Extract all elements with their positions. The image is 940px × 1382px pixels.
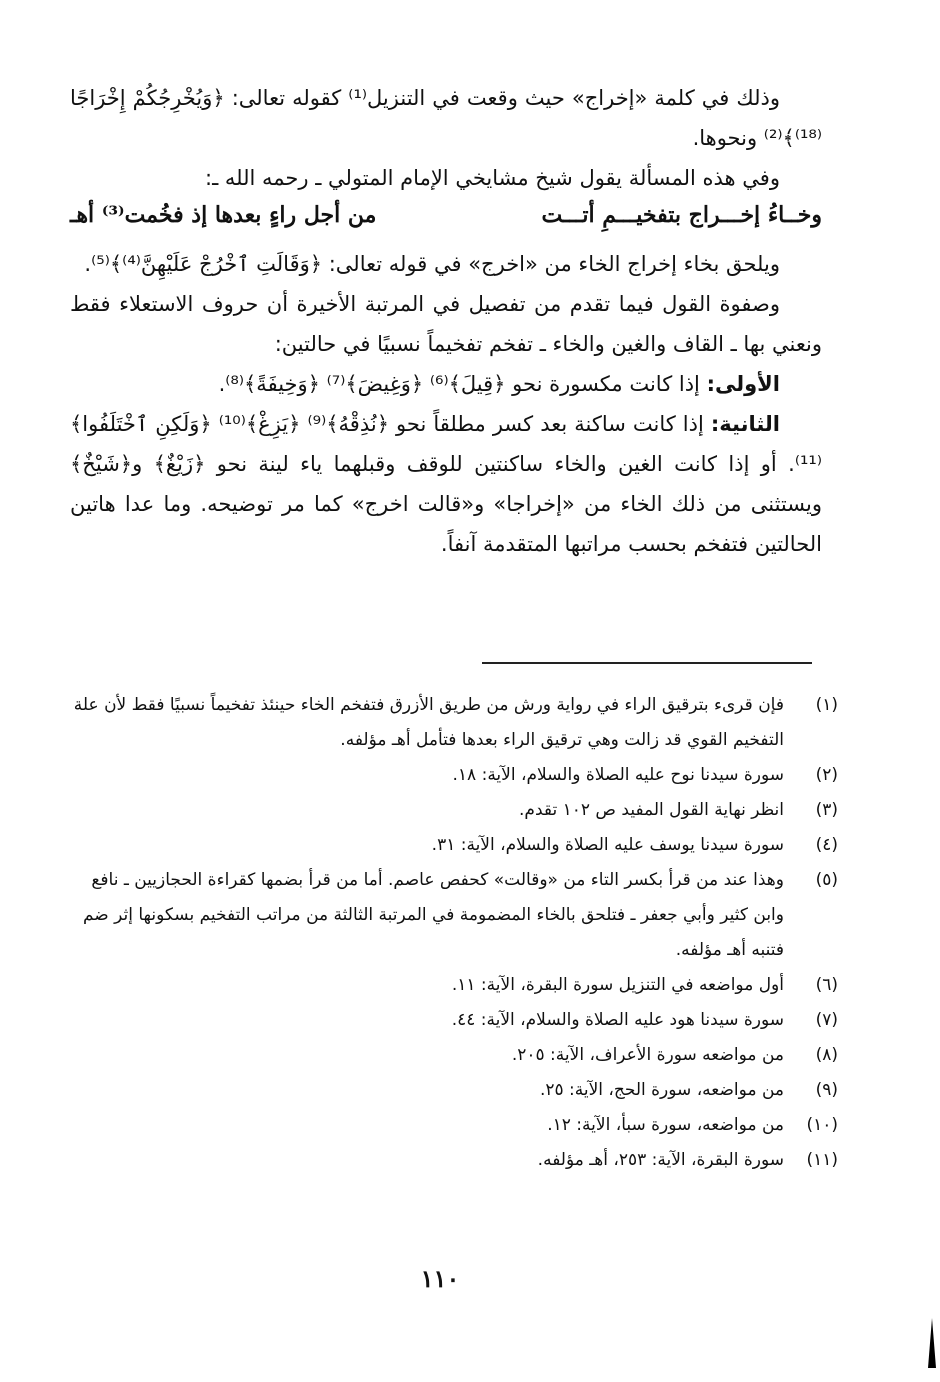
footnote-6 <box>70 968 838 1003</box>
footnote-text: أول مواضعه في التنزيل سورة البقرة، الآية: ١١. <box>451 975 784 995</box>
paragraph-3: ويلحق بخاء إخراج الخاء من «اخرج» في قوله تعالى: ﴿وَقَالَتِ ٱخْرُجْ عَلَيْهِنَّ⁽⁴⁾﴾⁽⁵⁾. <box>84 252 780 276</box>
footnote-7 <box>70 1003 838 1038</box>
paragraph-first-case <box>70 364 822 404</box>
footnote-2 <box>70 758 838 793</box>
footnote-8 <box>70 1038 838 1073</box>
first-case-label: الأولى: <box>706 372 780 396</box>
footnote-text: سورة سيدنا هود عليه الصلاة والسلام، الآية: ٤٤. <box>451 1010 784 1030</box>
first-case-text: إذا كانت مكسورة نحو ﴿قِيلَ﴾⁽⁶⁾ ﴿وَغِيضَ﴾⁽⁷⁾ ﴿وَخِيفَةً﴾⁽⁸⁾. <box>218 372 700 396</box>
footnote-number: (٤) <box>815 835 838 855</box>
poem-first-hemistich: وخــاءُ إخـــراج بتفخيـــمِ أتـــت <box>541 202 822 228</box>
footnotes <box>70 688 838 1178</box>
footnote-text: سورة سيدنا نوح عليه الصلاة والسلام، الآية: ١٨. <box>452 765 784 785</box>
footnote-text: من مواضعه سورة الأعراف، الآية: ٢٠٥. <box>511 1045 784 1065</box>
footnote-3 <box>70 793 838 828</box>
footnote-text: من مواضعه، سورة سبأ، الآية: ١٢. <box>547 1115 784 1135</box>
footnote-number: (٦) <box>815 975 838 995</box>
second-case-text: إذا كانت ساكنة بعد كسر مطلقاً نحو ﴿نُذِقْهُ﴾⁽⁹⁾ ﴿يَزِغْ﴾⁽¹⁰⁾ ﴿وَلَكِنِ ٱخْتَلَفُوا﴾⁽¹¹⁾. أو إذا كانت الغين والخاء ساكنتين للوقف وقبلهما ياء لينة نحو ﴿زَيْغٌ﴾ و﴿شَيْخٌ﴾ ويستثنى من ذلك الخاء من «إخراجا» و«قالت اخرج» كما مر توضيحه. وما عدا هاتين الحالتين فتفخم بحسب مراتبها المتقدمة آنفاً. <box>70 412 822 556</box>
footnote-number: (٣) <box>815 800 838 820</box>
poem-second-hemistich: من أجل راءٍ بعدها إذ فخُمت⁽³⁾ أهـ <box>70 202 377 228</box>
paragraph-4: وصفوة القول فيما تقدم من تفصيل في المرتبة الأخيرة أن حروف الاستعلاء فقط ونعني بها ـ القاف والغين والخاء ـ تفخم تفخيماً نسبيًا في حالتين: <box>70 292 822 356</box>
footnote-number: (٩) <box>815 1080 838 1100</box>
footnote-number: (١١) <box>806 1150 838 1170</box>
footnote-number: (١٠) <box>806 1115 838 1135</box>
main-text <box>70 78 822 564</box>
footnote-text: سورة البقرة، الآية: ٢٥٣، أهـ مؤلفه. <box>537 1150 784 1170</box>
poem-verse <box>70 198 822 244</box>
footnote-10 <box>70 1108 838 1143</box>
footnote-number: (٥) <box>815 870 838 890</box>
footnote-number: (٧) <box>815 1010 838 1030</box>
footnote-number: (٨) <box>815 1045 838 1065</box>
footnote-text: وهذا عند من قرأ بكسر التاء من «وقالت» كحفص عاصم. أما من قرأ بضمها كقراءة الحجازيين ـ نافع وابن كثير وأبي جعفر ـ فتلحق بالخاء المضمومة في المرتبة الثالثة من مراتب التفخيم بسكونها إثر ضم فتنبه أهـ مؤلفه. <box>82 870 784 960</box>
footnote-5 <box>70 863 838 968</box>
second-case-label: الثانية: <box>710 412 780 436</box>
footnote-text: فإن قرىء بترقيق الراء في رواية ورش من طريق الأزرق فتفخم الخاء حينئذ تفخيماً نسبيًا فقط لأن علة التفخيم القوي قد زالت وهي ترقيق الراء بعدها فتأمل أهـ مؤلفه. <box>73 695 784 750</box>
scan-edge-mark <box>928 1318 936 1368</box>
paragraph-second-case <box>70 404 822 564</box>
footnote-number: (٢) <box>815 765 838 785</box>
footnote-1 <box>70 688 838 758</box>
footnote-text: من مواضعه، سورة الحج، الآية: ٢٥. <box>539 1080 784 1100</box>
paragraph-2: وفي هذه المسألة يقول شيخ مشايخي الإمام المتولي ـ رحمه الله ـ: <box>205 166 780 190</box>
page-number: ١١٠ <box>420 1264 460 1293</box>
footnote-text: سورة سيدنا يوسف عليه الصلاة والسلام، الآية: ٣١. <box>431 835 784 855</box>
footnote-number: (١) <box>815 695 838 715</box>
footnote-text: انظر نهاية القول المفيد ص ١٠٢ تقدم. <box>519 800 784 820</box>
footnote-divider <box>482 662 812 664</box>
footnote-9 <box>70 1073 838 1108</box>
footnote-4 <box>70 828 838 863</box>
paragraph-1: وذلك في كلمة «إخراج» حيث وقعت في التنزيل⁽¹⁾ كقوله تعالى: ﴿وَيُخْرِجُكُمْ إِخْرَاجًا ⁽¹⁸⁾﴾⁽²⁾ ونحوها. <box>70 86 822 150</box>
footnote-11 <box>70 1143 838 1178</box>
